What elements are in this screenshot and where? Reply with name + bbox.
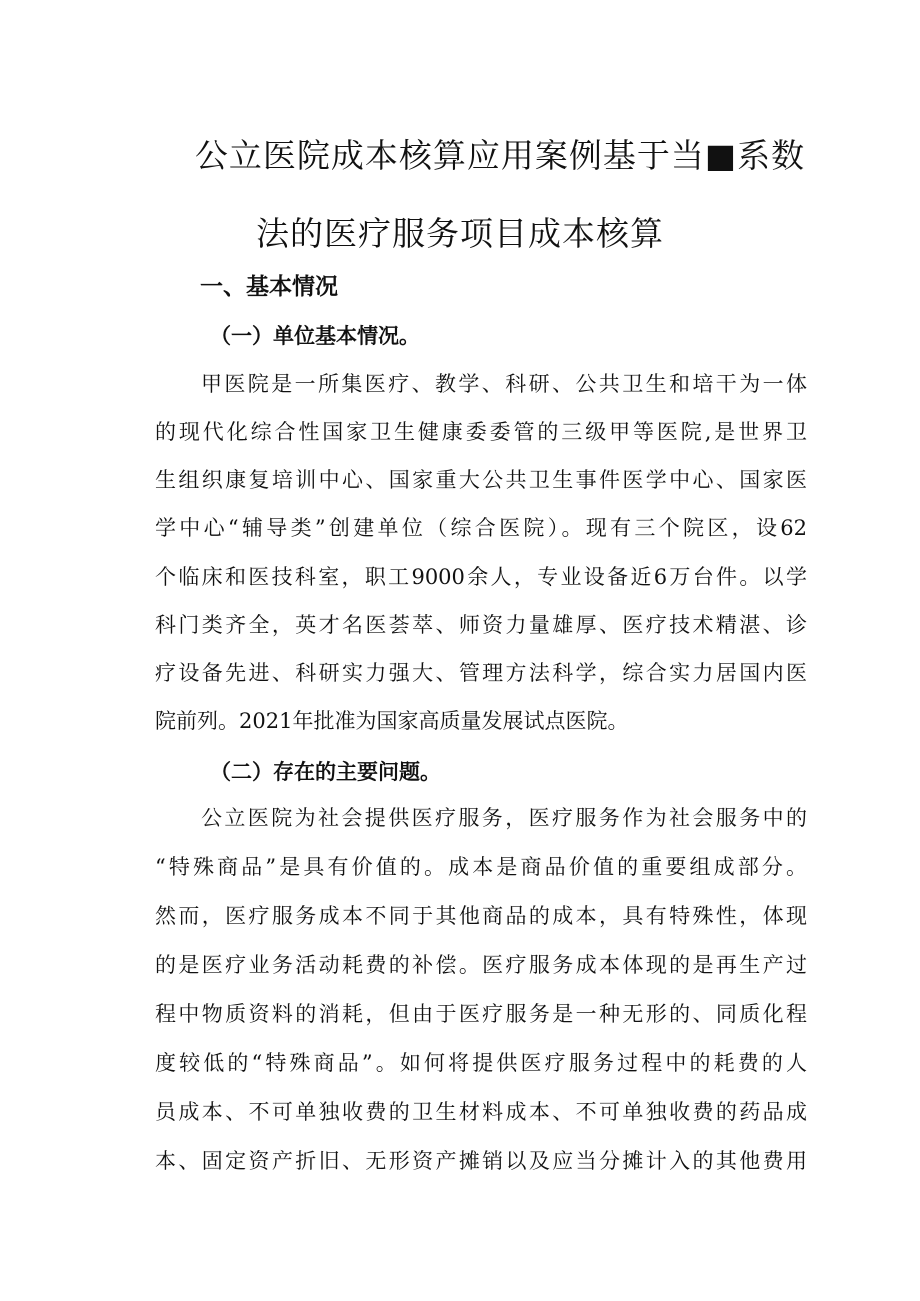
document-title-line-2: 法的医疗服务项目成本核算 [256, 214, 664, 253]
paragraph-line: 疗设备先进、科研实力强大、管理方法科学，综合实力居国内医 [155, 661, 807, 685]
paragraph-line: 科门类齐全，英才名医荟萃、师资力量雄厚、医疗技术精湛、诊 [155, 613, 807, 637]
document-title-line-1: 公立医院成本核算应用案例基于当■系数 [194, 136, 806, 175]
paragraph-line: 然而，医疗服务成本不同于其他商品的成本，具有特殊性，体现 [155, 904, 807, 928]
paragraph-line: 生组织康复培训中心、国家重大公共卫生事件医学中心、国家医 [155, 468, 807, 492]
paragraph-line: 程中物质资料的消耗，但由于医疗服务是一种无形的、同质化程 [155, 1002, 807, 1026]
paragraph-line: 本、固定资产折旧、无形资产摊销以及应当分摊计入的其他费用 [155, 1149, 807, 1173]
subsection-heading-unit-info: （一）单位基本情况。 [210, 324, 420, 348]
paragraph-line: 个临床和医技科室，职工9000余人，专业设备近6万台件。以学 [155, 565, 807, 589]
paragraph-line: 甲医院是一所集医疗、教学、科研、公共卫生和培干为一体 [201, 372, 807, 396]
paragraph-line: 院前列。2021年批准为国家高质量发展试点医院。 [155, 709, 629, 733]
paragraph-line: 度较低的“特殊商品”。如何将提供医疗服务过程中的耗费的人 [155, 1051, 807, 1075]
paragraph-line: 公立医院为社会提供医疗服务，医疗服务作为社会服务中的 [201, 806, 807, 830]
paragraph-line: 的是医疗业务活动耗费的补偿。医疗服务成本体现的是再生产过 [155, 953, 807, 977]
section-heading-basic-info: 一、基本情况 [200, 274, 338, 300]
paragraph-line: 员成本、不可单独收费的卫生材料成本、不可单独收费的药品成 [155, 1100, 807, 1124]
paragraph-line: 的现代化综合性国家卫生健康委委管的三级甲等医院,是世界卫 [155, 420, 807, 444]
paragraph-line: “特殊商品”是具有价值的。成本是商品价值的重要组成部分。 [155, 855, 807, 879]
subsection-heading-main-problems: （二）存在的主要问题。 [210, 760, 441, 784]
paragraph-line: 学中心“辅导类”创建单位（综合医院）。现有三个院区，设62 [155, 516, 807, 540]
